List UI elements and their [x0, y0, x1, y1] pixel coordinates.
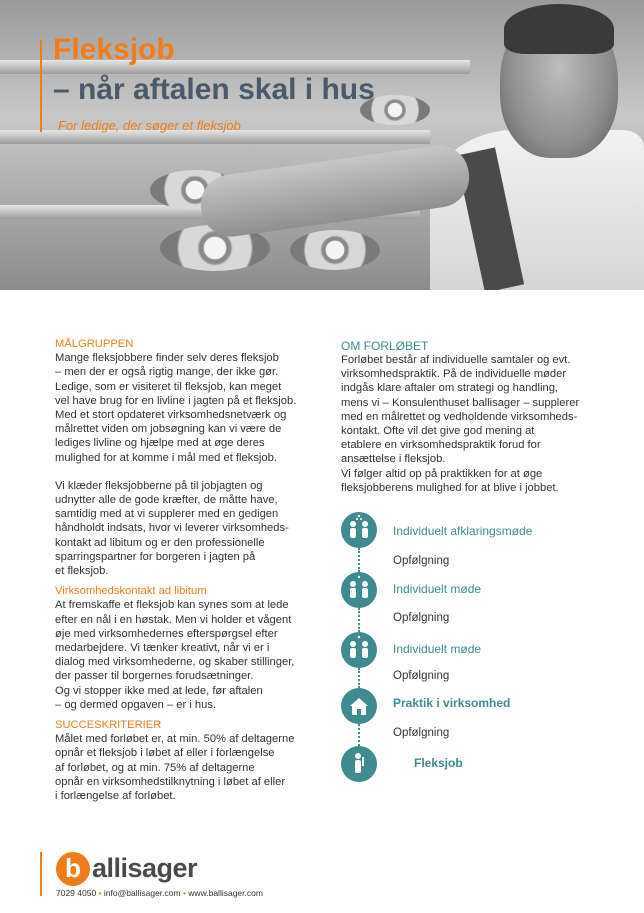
hero-photo — [0, 0, 644, 290]
om-forlobet-heading: OM FORLØBET — [341, 339, 429, 353]
malgruppen-paragraph-2: Vi klæder fleksjobberne på til jobjagten og udnytter alle de gode kræfter, de måtte have, samtidig med at vi supplerer med en gedigen håndholdt indsats, hvor vi leverer virksomheds- kontakt ad libitum og er den professionelle sparringspartner for borgeren i jagten på et fleksjob. — [55, 479, 289, 578]
malgruppen-heading: MÅLGRUPPEN — [55, 338, 134, 350]
flow-connector — [358, 608, 360, 632]
step-opfolgning-1: Opfølgning — [393, 555, 450, 567]
step-afklaringsmode: Individuelt afklaringsmøde — [393, 524, 533, 538]
succeskriterier-heading: SUCCESKRITERIER — [55, 719, 162, 732]
step-opfolgning-3: Opfølgning — [393, 670, 450, 682]
virksomhedskontakt-paragraph: At fremskaffe et fleksjob kan synes som at lede efter en nål i en høstak. Men vi holder et vågent øje med virksomhedernes efterspørgsel efter medarbejdere. Vi tænker kreativt, når vi er i dialog med virksomhederne, og skaber stillinger, der passer til borgernes forudsætninger. Og vi stopper ikke med at lede, før aftalen – og dermed opgaven – er i hus. — [55, 599, 295, 711]
house-icon — [341, 688, 377, 724]
ballisager-logo-text: allisager — [92, 853, 198, 883]
left-column — [55, 337, 317, 803]
contact-line: 7029 4050 • info@ballisager.com • www.ballisager.com — [56, 888, 263, 898]
person-icon — [341, 746, 377, 782]
step-fleksjob: Fleksjob — [414, 756, 463, 770]
meeting-icon — [341, 632, 377, 668]
flow-connector — [358, 724, 360, 746]
om-forlobet-paragraph-1: Forløbet består af individuelle samtaler og evt. virksomhedspraktik. På de individuelle møder indgås klare aftaler om strategi og handling, mens vi – Konsulenthuset ballisager – supplerer med en målrettet og vedholdende virksomheds- kontakt. Ofte vil det give god mening at etablere en virksomhedspraktik forud for ansættelse i fleksjob. — [341, 354, 580, 466]
succeskriterier-paragraph: Målet med forløbet er, at min. 50% af deltagerne opnår et fleksjob i løbet af eller i forlængelse af forløbet, og at min. 75% af deltagerne opnår en virksomhedstilknytning i løbet af eller i forlængelse af forløbet. — [55, 733, 295, 803]
step-individuelt-mode-2: Individuelt møde — [393, 642, 482, 656]
title-accent-bar — [40, 40, 42, 132]
brake-disc — [290, 230, 380, 270]
step-individuelt-mode-1: Individuelt møde — [393, 582, 482, 596]
malgruppen-paragraph-1: Mange fleksjobbere finder selv deres fleksjob – men der er også rigtig mange, der ikke gør. Ledige, som er visiteret til fleksjob, kan meget vel have brug for en livline i jagten på et fleksjob. Med et stort opdateret virksomhedsnetværk og målrettet viden om jobsøgning kan vi være de lediges livline og hjælpe med at øge deres mulighed for at komme i mål med et fleksjob. — [55, 352, 297, 464]
ballisager-logo-mark: b — [56, 852, 90, 886]
worker-hair — [504, 4, 614, 54]
step-praktik: Praktik i virksomhed — [393, 696, 511, 710]
right-column — [341, 337, 603, 495]
page-title: Fleksjob — [53, 33, 175, 66]
phone-number[interactable]: 7029 4050 — [56, 888, 97, 898]
meeting-icon — [341, 512, 377, 548]
meeting-icon — [341, 572, 377, 608]
page-subtitle: For ledige, der søger et fleksjob — [58, 118, 241, 133]
email-link[interactable]: info@ballisager.com — [103, 888, 181, 898]
flow-connector — [358, 668, 360, 688]
website-link[interactable]: www.ballisager.com — [188, 888, 263, 898]
step-opfolgning-2: Opfølgning — [393, 612, 450, 624]
om-forlobet-paragraph-2: Vi følger altid op på praktikken for at øge fleksjobberens mulighed for at blive i jobbet. — [341, 467, 559, 494]
flow-connector — [358, 548, 360, 572]
footer-accent-bar — [40, 852, 42, 896]
virksomhedskontakt-heading: Virksomhedskontakt ad libitum — [55, 585, 207, 598]
process-flow — [341, 512, 621, 792]
step-opfolgning-4: Opfølgning — [393, 727, 450, 739]
page-title-line2: – når aftalen skal i hus — [53, 73, 375, 106]
